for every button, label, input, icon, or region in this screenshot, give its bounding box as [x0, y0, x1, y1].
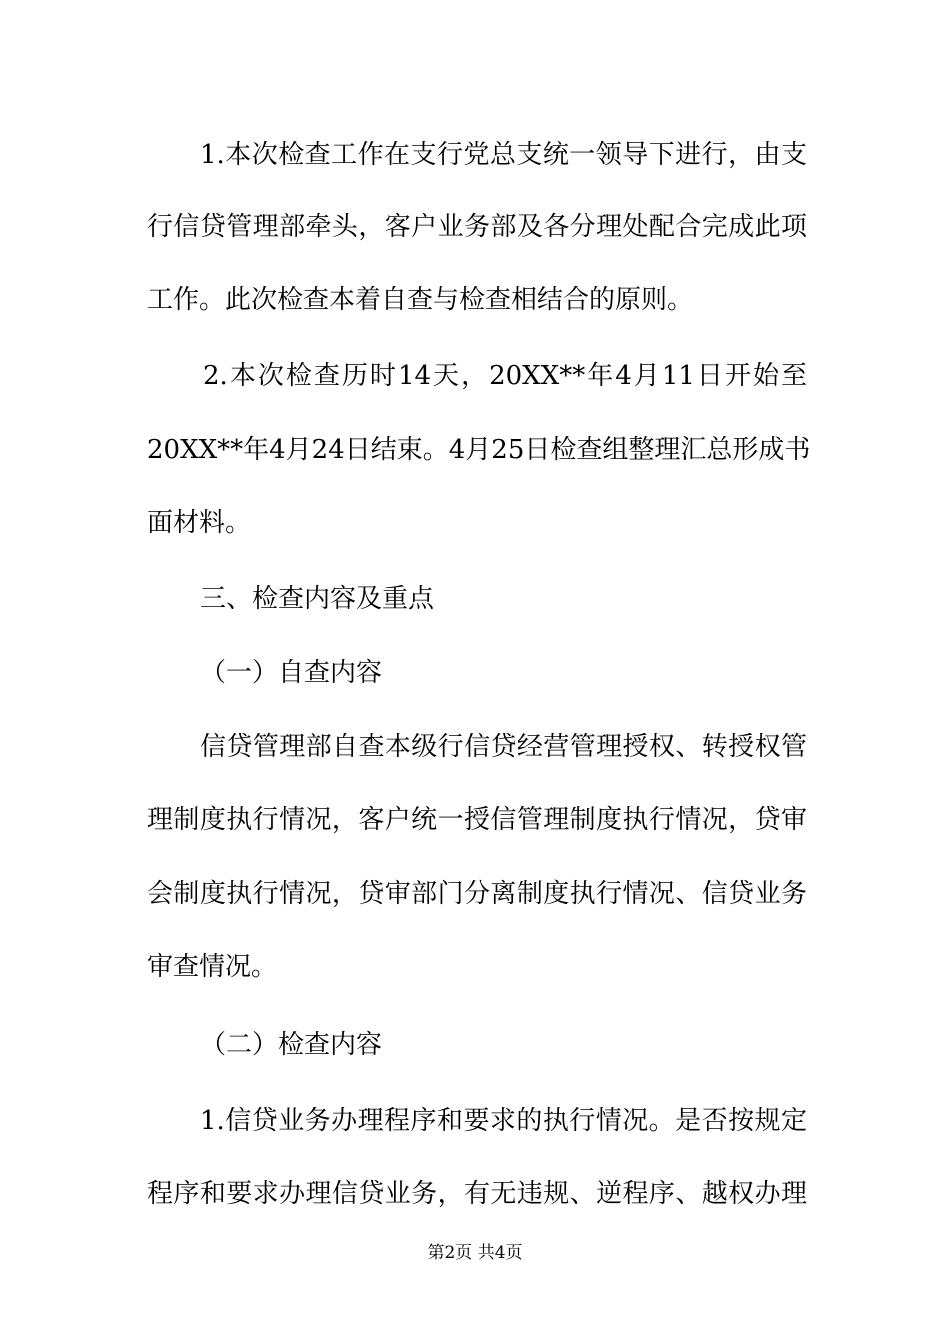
paragraph-3-line-4: 审查情况。: [147, 952, 278, 982]
paragraph-2-line-2: 20XX**年4月24日结束。4月25日检查组整理汇总形成书: [147, 435, 811, 465]
paragraph-4-line-2: 程序和要求办理信贷业务，有无违规、逆程序、越权办理: [147, 1179, 807, 1209]
paragraph-3-line-2: 理制度执行情况，客户统一授信管理制度执行情况，贷审: [147, 805, 807, 835]
section-heading-3: 三、检查内容及重点: [200, 584, 435, 614]
paragraph-4-line-1: 1.信贷业务办理程序和要求的执行情况。是否按规定: [200, 1106, 807, 1136]
paragraph-2-line-1: 2.本次检查历时14天，20XX**年4月11日开始至: [203, 361, 807, 391]
paragraph-3-line-1: 信贷管理部自查本级行信贷经营管理授权、转授权管: [200, 732, 807, 762]
paragraph-3-line-3: 会制度执行情况，贷审部门分离制度执行情况、信贷业务: [147, 879, 807, 909]
page-footer: 第2页 共4页: [427, 1243, 523, 1263]
paragraph-1-line-1: 1.本次检查工作在支行党总支统一领导下进行，由支: [200, 140, 807, 170]
subheading-self-inspection: （一）自查内容: [200, 658, 383, 688]
paragraph-2-line-3: 面材料。: [147, 508, 252, 538]
paragraph-1-line-3: 工作。此次检查本着自查与检查相结合的原则。: [147, 285, 694, 315]
subheading-inspection-content: （二）检查内容: [200, 1030, 383, 1060]
paragraph-1-line-2: 行信贷管理部牵头，客户业务部及各分理处配合完成此项: [147, 212, 807, 242]
